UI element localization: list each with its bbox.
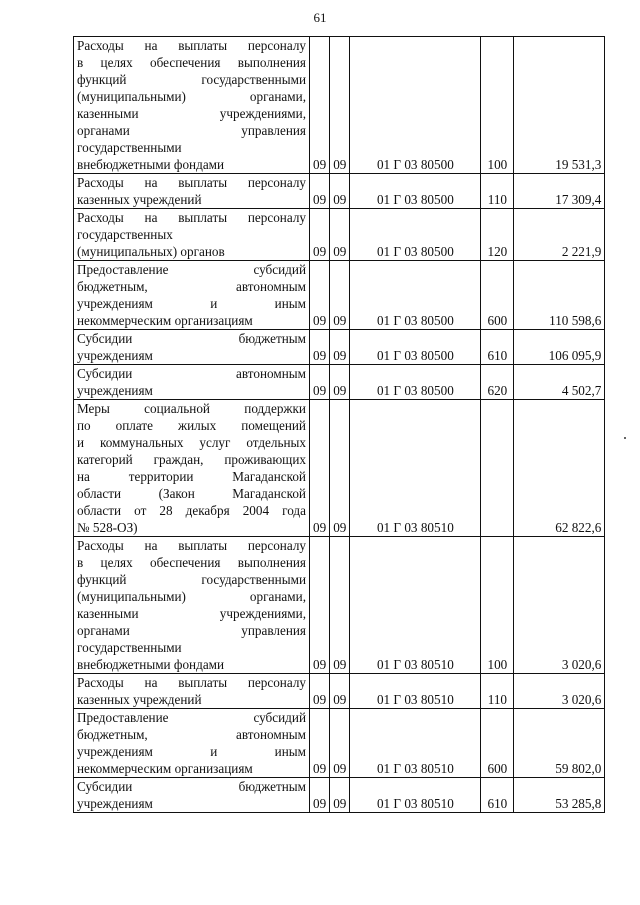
subsection-code-cell: 09 bbox=[330, 400, 350, 537]
subsection-code-cell: 09 bbox=[330, 37, 350, 174]
subsection-code-cell: 09 bbox=[330, 209, 350, 261]
section-code-cell: 09 bbox=[310, 400, 330, 537]
subsection-code-cell: 09 bbox=[330, 261, 350, 330]
expense-type-cell: 610 bbox=[481, 778, 514, 813]
table-row bbox=[74, 778, 605, 813]
target-article-cell: 01 Г 03 80500 bbox=[350, 37, 481, 174]
table-row bbox=[74, 365, 605, 400]
expense-name-cell bbox=[74, 209, 310, 261]
expense-type-cell: 600 bbox=[481, 709, 514, 778]
section-code-cell: 09 bbox=[310, 330, 330, 365]
amount-cell: 2 221,9 bbox=[514, 209, 605, 261]
expense-name-line: области от 28 декабря 2004 года bbox=[77, 503, 306, 518]
expense-name-line: на территории Магаданской bbox=[77, 469, 306, 484]
table-row bbox=[74, 674, 605, 709]
expense-name-line: в целях обеспечения выполнения bbox=[77, 555, 306, 570]
expense-type-cell: 100 bbox=[481, 537, 514, 674]
budget-table-body bbox=[74, 37, 605, 813]
section-code-cell: 09 bbox=[310, 174, 330, 209]
expense-name-line: в целях обеспечения выполнения bbox=[77, 55, 306, 70]
expense-type-cell: 600 bbox=[481, 261, 514, 330]
expense-name-cell bbox=[74, 400, 310, 537]
expense-name-line: № 528-ОЗ) bbox=[77, 520, 138, 535]
table-row bbox=[74, 330, 605, 365]
amount-cell: 53 285,8 bbox=[514, 778, 605, 813]
expense-name-line: некоммерческим организациям bbox=[77, 761, 253, 776]
expense-name-line: внебюджетными фондами bbox=[77, 157, 225, 172]
expense-name-line: Расходы на выплаты персоналу bbox=[77, 538, 306, 553]
table-row bbox=[74, 174, 605, 209]
expense-name-line: Субсидии бюджетным bbox=[77, 331, 306, 346]
section-code-cell: 09 bbox=[310, 209, 330, 261]
expense-name-line: органами управления bbox=[77, 623, 306, 638]
table-row bbox=[74, 261, 605, 330]
expense-name-line: Расходы на выплаты персоналу bbox=[77, 175, 306, 190]
section-code-cell: 09 bbox=[310, 778, 330, 813]
expense-name-line: бюджетным, автономным bbox=[77, 279, 306, 294]
expense-name-line: Предоставление субсидий bbox=[77, 710, 306, 725]
section-code-cell: 09 bbox=[310, 261, 330, 330]
amount-cell: 106 095,9 bbox=[514, 330, 605, 365]
subsection-code-cell: 09 bbox=[330, 365, 350, 400]
expense-name-cell bbox=[74, 174, 310, 209]
target-article-cell: 01 Г 03 80500 bbox=[350, 261, 481, 330]
expense-name-line: Расходы на выплаты персоналу bbox=[77, 675, 306, 690]
expense-name-cell bbox=[74, 37, 310, 174]
subsection-code-cell: 09 bbox=[330, 778, 350, 813]
amount-cell: 3 020,6 bbox=[514, 674, 605, 709]
expense-type-cell: 620 bbox=[481, 365, 514, 400]
expense-name-line: казенных учреждений bbox=[77, 192, 202, 207]
expense-name-line: учреждениям bbox=[77, 796, 153, 811]
target-article-cell: 01 Г 03 80510 bbox=[350, 400, 481, 537]
subsection-code-cell: 09 bbox=[330, 537, 350, 674]
target-article-cell: 01 Г 03 80500 bbox=[350, 365, 481, 400]
budget-table bbox=[73, 36, 605, 813]
expense-type-cell: 120 bbox=[481, 209, 514, 261]
expense-type-cell: 110 bbox=[481, 674, 514, 709]
section-code-cell: 09 bbox=[310, 537, 330, 674]
expense-name-line: по оплате жилых помещений bbox=[77, 418, 306, 433]
expense-name-line: Расходы на выплаты персоналу bbox=[77, 210, 306, 225]
table-row bbox=[74, 400, 605, 537]
expense-name-line: некоммерческим организациям bbox=[77, 313, 253, 328]
expense-type-cell bbox=[481, 400, 514, 537]
section-code-cell: 09 bbox=[310, 709, 330, 778]
expense-name-line: области (Закон Магаданской bbox=[77, 486, 306, 501]
expense-name-cell bbox=[74, 365, 310, 400]
expense-name-cell bbox=[74, 330, 310, 365]
expense-name-line: функций государственными bbox=[77, 72, 306, 87]
target-article-cell: 01 Г 03 80510 bbox=[350, 709, 481, 778]
expense-name-cell bbox=[74, 709, 310, 778]
expense-name-line: учреждениям bbox=[77, 348, 153, 363]
expense-name-line: государственными bbox=[77, 140, 182, 155]
expense-name-line: Предоставление субсидий bbox=[77, 262, 306, 277]
expense-name-line: учреждениям и иным bbox=[77, 296, 306, 311]
subsection-code-cell: 09 bbox=[330, 174, 350, 209]
expense-name-line: Расходы на выплаты персоналу bbox=[77, 38, 306, 53]
expense-type-cell: 610 bbox=[481, 330, 514, 365]
expense-name-line: Субсидии бюджетным bbox=[77, 779, 306, 794]
target-article-cell: 01 Г 03 80510 bbox=[350, 537, 481, 674]
amount-cell: 62 822,6 bbox=[514, 400, 605, 537]
expense-name-line: категорий граждан, проживающих bbox=[77, 452, 306, 467]
expense-name-line: казенных учреждений bbox=[77, 692, 202, 707]
target-article-cell: 01 Г 03 80500 bbox=[350, 330, 481, 365]
amount-cell: 4 502,7 bbox=[514, 365, 605, 400]
expense-name-line: (муниципальных) органов bbox=[77, 244, 225, 259]
scan-dot bbox=[624, 437, 626, 439]
target-article-cell: 01 Г 03 80500 bbox=[350, 174, 481, 209]
expense-name-line: функций государственными bbox=[77, 572, 306, 587]
expense-name-line: учреждениям и иным bbox=[77, 744, 306, 759]
expense-name-line: Меры социальной поддержки bbox=[77, 401, 306, 416]
section-code-cell: 09 bbox=[310, 674, 330, 709]
expense-name-line: Субсидии автономным bbox=[77, 366, 306, 381]
target-article-cell: 01 Г 03 80510 bbox=[350, 674, 481, 709]
page-number: 61 bbox=[313, 10, 327, 25]
amount-cell: 110 598,6 bbox=[514, 261, 605, 330]
subsection-code-cell: 09 bbox=[330, 330, 350, 365]
amount-cell: 19 531,3 bbox=[514, 37, 605, 174]
expense-name-line: учреждениям bbox=[77, 383, 153, 398]
expense-name-line: и коммунальных услуг отдельных bbox=[77, 435, 306, 450]
expense-name-line: бюджетным, автономным bbox=[77, 727, 306, 742]
expense-name-line: (муниципальными) органами, bbox=[77, 589, 306, 604]
table-row bbox=[74, 709, 605, 778]
expense-name-line: органами управления bbox=[77, 123, 306, 138]
expense-name-line: государственными bbox=[77, 640, 182, 655]
amount-cell: 59 802,0 bbox=[514, 709, 605, 778]
section-code-cell: 09 bbox=[310, 365, 330, 400]
section-code-cell: 09 bbox=[310, 37, 330, 174]
table-row bbox=[74, 37, 605, 174]
expense-name-line: казенными учреждениями, bbox=[77, 106, 306, 121]
expense-name-line: государственных bbox=[77, 227, 173, 242]
subsection-code-cell: 09 bbox=[330, 709, 350, 778]
subsection-code-cell: 09 bbox=[330, 674, 350, 709]
target-article-cell: 01 Г 03 80500 bbox=[350, 209, 481, 261]
expense-name-line: (муниципальными) органами, bbox=[77, 89, 306, 104]
amount-cell: 3 020,6 bbox=[514, 537, 605, 674]
table-row bbox=[74, 209, 605, 261]
expense-type-cell: 100 bbox=[481, 37, 514, 174]
expense-name-line: внебюджетными фондами bbox=[77, 657, 225, 672]
target-article-cell: 01 Г 03 80510 bbox=[350, 778, 481, 813]
expense-name-cell bbox=[74, 778, 310, 813]
expense-type-cell: 110 bbox=[481, 174, 514, 209]
expense-name-cell bbox=[74, 537, 310, 674]
expense-name-line: казенными учреждениями, bbox=[77, 606, 306, 621]
table-row bbox=[74, 537, 605, 674]
expense-name-cell bbox=[74, 261, 310, 330]
amount-cell: 17 309,4 bbox=[514, 174, 605, 209]
expense-name-cell bbox=[74, 674, 310, 709]
